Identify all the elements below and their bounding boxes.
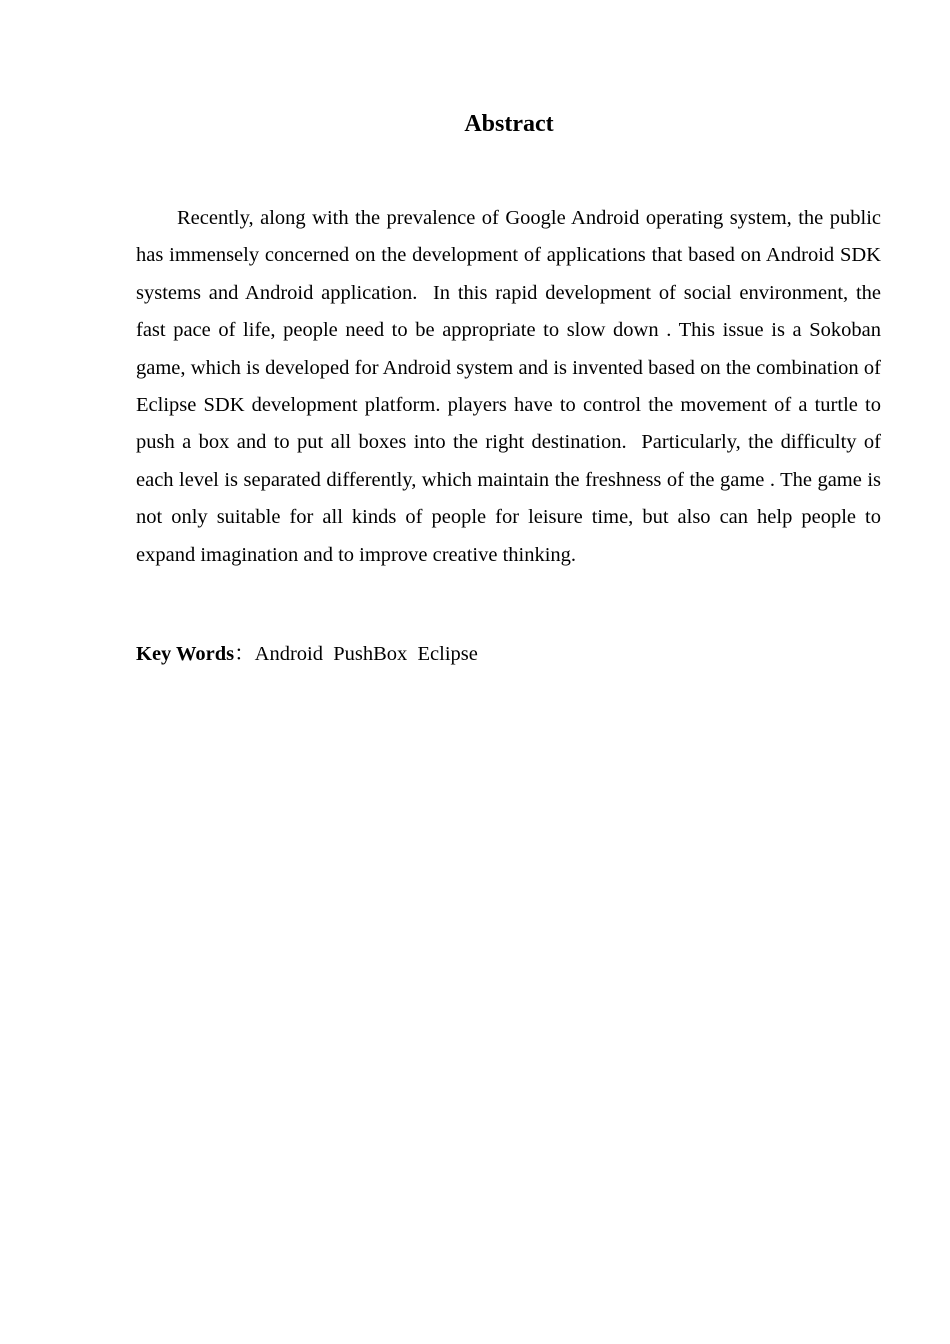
keywords-line (136, 636, 881, 672)
keywords-list: Android PushBox Eclipse (254, 643, 478, 665)
keywords-separator: ： (234, 643, 255, 665)
keywords-label: Key Words (136, 643, 235, 665)
page-title: Abstract (464, 111, 554, 137)
abstract-paragraph: Recently, along with the prevalence of Google Android operating system, the public has immensely concerned on the development of applications that based on Android SDK systems and Android application. In this rapid development of social environment, the fast pace of life, people need to be appropriate to slow down . This issue is a Sokoban game, which is developed for Android system and is invented based on the combination of Eclipse SDK development platform. players have to control the movement of a turtle to push a box and to put all boxes into the right destination. Particularly, the difficulty of each level is separated differently, which maintain the freshness of the game . The game is not only suitable for all kinds of people for leisure time, but also can help people to expand imagination and to improve creative thinking. (136, 207, 881, 566)
